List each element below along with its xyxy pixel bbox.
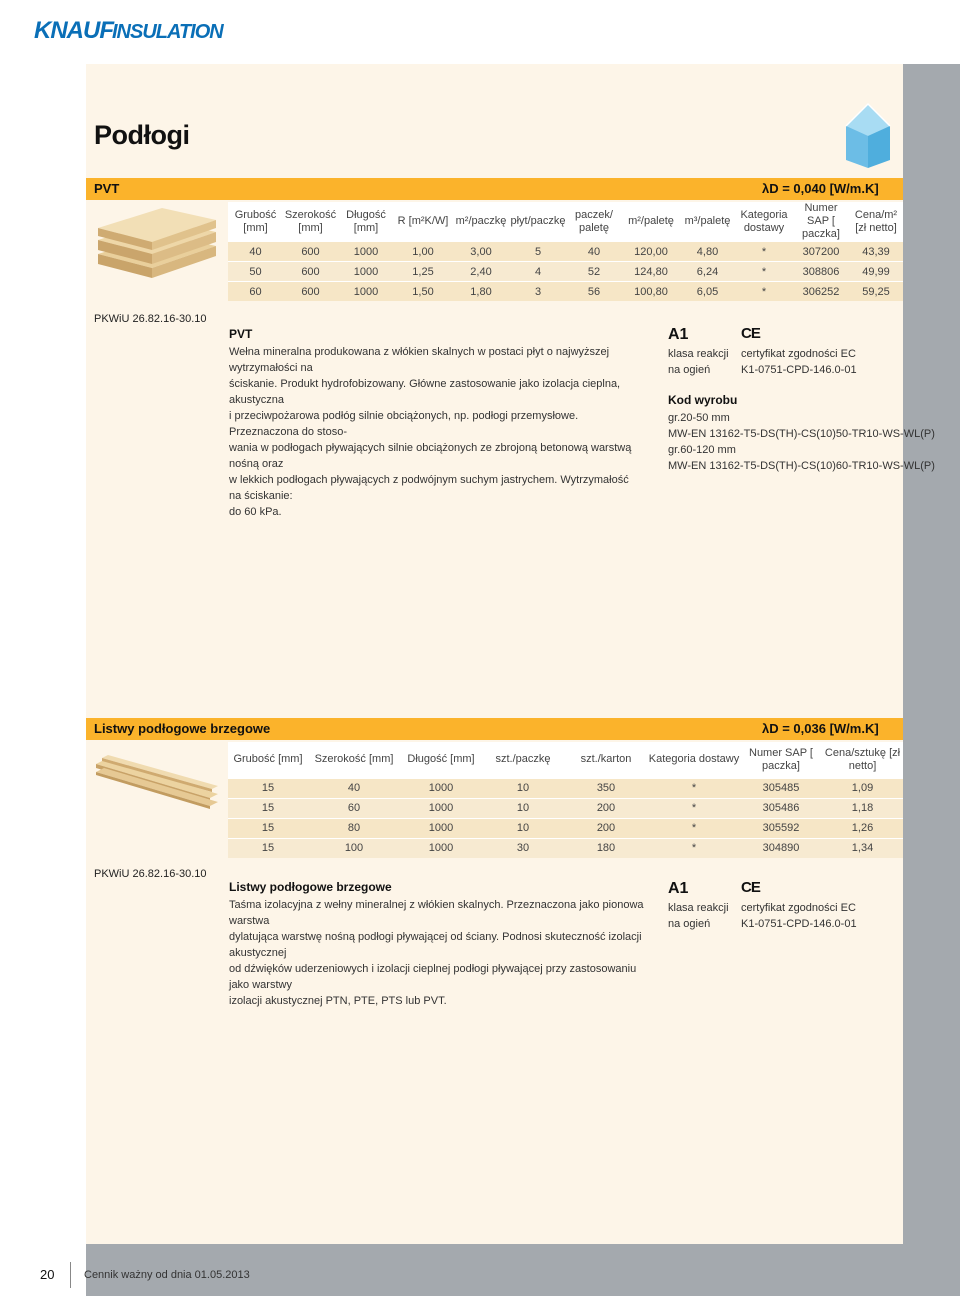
col-header: szt./karton	[580, 753, 632, 766]
table-cell: 1000	[400, 778, 482, 798]
col-header: Kategoria dostawy	[648, 753, 740, 766]
col-header: Cena/m² [zł netto]	[854, 208, 898, 234]
knauf-insulation-logo	[34, 8, 223, 48]
table-cell: 1,25	[394, 262, 452, 282]
table-cell: 5	[510, 242, 566, 262]
table-cell: 56	[566, 282, 622, 302]
listwy-fire-label	[668, 900, 729, 932]
table-cell: 60	[228, 282, 283, 302]
description-line: do 60 kPa.	[229, 506, 282, 518]
col-header: szt./paczkę	[495, 753, 551, 766]
table-cell: 43,39	[849, 242, 903, 262]
listwy-section-title: Listwy podłogowe brzegowe	[94, 721, 271, 736]
description-line: w lekkich podłogach pływających z podwójnym suchym jastrychem. Wytrzymałość na ściskanie:	[229, 474, 629, 502]
table-cell: 304890	[740, 838, 822, 858]
ce-mark-icon: CE	[741, 879, 760, 896]
table-row	[228, 282, 903, 302]
description-line: wania w podłogach pływających silnie obciążonych ze zbrojoną betonową warstwą nośną oraz	[229, 442, 632, 470]
page-title: Podłogi	[94, 120, 190, 150]
table-cell: 600	[283, 282, 338, 302]
table-cell: 50	[228, 262, 283, 282]
table-cell: 1000	[338, 262, 394, 282]
listwy-product-image	[92, 750, 222, 810]
table-cell: 1,18	[822, 798, 903, 818]
code-line: gr.20-50 mm	[668, 412, 730, 424]
code-line: MW-EN 13162-T5-DS(TH)-CS(10)50-TR10-WS-WL(P)	[668, 428, 935, 440]
table-cell: 15	[228, 838, 308, 858]
col-header: Numer SAP [ paczka]	[749, 746, 813, 772]
table-cell: 120,00	[622, 242, 680, 262]
table-cell: 1000	[400, 798, 482, 818]
certificate-line: K1-0751-CPD-146.0-01	[741, 918, 857, 930]
pvt-lambda-value: λD = 0,040 [W/m.K]	[762, 181, 879, 196]
table-cell: 10	[482, 798, 564, 818]
table-cell: 30	[482, 838, 564, 858]
table-cell: 1,26	[822, 818, 903, 838]
listwy-description	[229, 897, 649, 1009]
house-icon	[838, 96, 898, 174]
listwy-fire-class: A1	[668, 880, 689, 897]
fire-label-line: klasa reakcji	[668, 348, 729, 360]
table-row	[228, 242, 903, 262]
pvt-section-title: PVT	[94, 181, 120, 196]
col-header: Długość [mm]	[407, 753, 475, 766]
right-margin-bar	[903, 64, 960, 1244]
table-cell: 6,05	[680, 282, 735, 302]
table-row	[228, 778, 903, 798]
col-header: m²/paczkę	[455, 215, 507, 227]
description-line: dylatująca warstwę nośną podłogi pływającej od ściany. Podnosi skuteczność izolacji akustycznej	[229, 931, 642, 959]
certificate-line: certyfikat zgodności EC	[741, 902, 856, 914]
certificate-line: K1-0751-CPD-146.0-01	[741, 364, 857, 376]
table-cell: *	[648, 838, 740, 858]
col-header: R [m²K/W]	[397, 215, 449, 227]
footer-divider	[70, 1262, 71, 1288]
certificate-line: certyfikat zgodności EC	[741, 348, 856, 360]
table-cell: 15	[228, 818, 308, 838]
col-header: Długość [mm]	[346, 208, 386, 234]
svg-text:KNAUF: KNAUF	[34, 17, 113, 44]
description-line: Taśma izolacyjna z wełny mineralnej z włókien skalnych. Przeznaczona jako pionowa warstwa	[229, 899, 644, 927]
table-cell: 10	[482, 778, 564, 798]
col-header: Szerokość [mm]	[314, 753, 394, 766]
table-cell: 306252	[793, 282, 849, 302]
table-cell: 180	[564, 838, 648, 858]
description-line: Wełna mineralna produkowana z włókien skalnych w postaci płyt o najwyższej wytrzymałości na	[229, 346, 610, 374]
table-cell: *	[648, 818, 740, 838]
table-cell: 3,00	[452, 242, 510, 262]
table-cell: 4,80	[680, 242, 735, 262]
pvt-table	[228, 202, 903, 301]
table-cell: 15	[228, 778, 308, 798]
table-cell: 40	[228, 242, 283, 262]
table-cell: 3	[510, 282, 566, 302]
listwy-description-title: Listwy podłogowe brzegowe	[229, 880, 392, 894]
pvt-product-image	[92, 206, 222, 296]
description-line: od dźwięków uderzeniowych i izolacji cieplnej podłogi pływającej przy zastosowaniu jako warstwy	[229, 963, 637, 991]
table-cell: 59,25	[849, 282, 903, 302]
table-cell: *	[648, 798, 740, 818]
table-cell: 6,24	[680, 262, 735, 282]
pvt-pkwiu: PKWiU 26.82.16-30.10	[94, 313, 207, 325]
table-cell: 1,09	[822, 778, 903, 798]
table-cell: 49,99	[849, 262, 903, 282]
table-cell: 308806	[793, 262, 849, 282]
table-cell: 200	[564, 798, 648, 818]
listwy-lambda-value: λD = 0,036 [W/m.K]	[762, 721, 879, 736]
listwy-pkwiu: PKWiU 26.82.16-30.10	[94, 868, 207, 880]
table-row	[228, 798, 903, 818]
col-header: m³/paletę	[684, 215, 731, 227]
col-header: Kategoria dostawy	[740, 208, 788, 234]
table-cell: 305592	[740, 818, 822, 838]
table-cell: *	[735, 242, 793, 262]
col-header: Cena/sztukę [zł netto]	[824, 746, 901, 772]
svg-text:INSULATION: INSULATION	[112, 21, 223, 43]
pvt-code-title: Kod wyrobu	[668, 393, 738, 407]
table-row	[228, 838, 903, 858]
table-cell: 1000	[400, 838, 482, 858]
table-cell: 52	[566, 262, 622, 282]
pvt-fire-class: A1	[668, 326, 689, 343]
page-number: 20	[40, 1267, 55, 1282]
description-line: izolacji akustycznej PTN, PTE, PTS lub PVT.	[229, 995, 447, 1007]
table-cell: 600	[283, 242, 338, 262]
col-header: m²/paletę	[628, 215, 674, 227]
table-cell: 305486	[740, 798, 822, 818]
table-cell: 1,80	[452, 282, 510, 302]
table-cell: 600	[283, 262, 338, 282]
description-line: ściskanie. Produkt hydrofobizowany. Główne zastosowanie jako izolacja cieplna, akustyczna	[229, 378, 621, 406]
table-cell: 124,80	[622, 262, 680, 282]
listwy-certificate	[741, 900, 857, 932]
pvt-certificate	[741, 346, 857, 378]
table-cell: *	[735, 282, 793, 302]
table-cell: 60	[308, 798, 400, 818]
col-header: Grubość [mm]	[233, 753, 303, 766]
table-cell: 350	[564, 778, 648, 798]
listwy-table	[228, 742, 903, 858]
ce-mark-icon: CE	[741, 325, 760, 342]
table-cell: 2,40	[452, 262, 510, 282]
fire-label-line: na ogień	[668, 364, 711, 376]
pvt-description	[229, 344, 639, 520]
pvt-product-code	[668, 410, 935, 474]
fire-label-line: klasa reakcji	[668, 902, 729, 914]
table-cell: *	[735, 262, 793, 282]
table-row	[228, 262, 903, 282]
col-header: Grubość [mm]	[234, 208, 277, 234]
table-cell: 1000	[338, 282, 394, 302]
table-cell: 305485	[740, 778, 822, 798]
table-cell: 40	[308, 778, 400, 798]
table-cell: 1,34	[822, 838, 903, 858]
table-cell: 1000	[338, 242, 394, 262]
pvt-description-title: PVT	[229, 327, 253, 341]
fire-label-line: na ogień	[668, 918, 711, 930]
table-cell: 10	[482, 818, 564, 838]
table-cell: 100	[308, 838, 400, 858]
pvt-fire-label	[668, 346, 729, 378]
table-cell: 40	[566, 242, 622, 262]
code-line: gr.60-120 mm	[668, 444, 736, 456]
col-header: paczek/ paletę	[575, 208, 613, 234]
table-cell: 15	[228, 798, 308, 818]
table-cell: 4	[510, 262, 566, 282]
table-cell: 1,00	[394, 242, 452, 262]
footer-valid-date: Cennik ważny od dnia 01.05.2013	[84, 1269, 250, 1281]
table-row	[228, 818, 903, 838]
code-line: MW-EN 13162-T5-DS(TH)-CS(10)60-TR10-WS-WL(P)	[668, 460, 935, 472]
table-cell: 307200	[793, 242, 849, 262]
col-header: płyt/paczkę	[510, 215, 566, 227]
table-cell: 80	[308, 818, 400, 838]
table-cell: 100,80	[622, 282, 680, 302]
description-line: i przeciwpożarowa podłóg silnie obciążonych, np. podłogi przemysłowe. Przeznaczona do stoso-	[229, 410, 579, 438]
table-cell: 1,50	[394, 282, 452, 302]
col-header: Szerokość [mm]	[284, 208, 337, 234]
col-header: Numer SAP [ paczka]	[802, 202, 840, 240]
table-cell: *	[648, 778, 740, 798]
table-cell: 200	[564, 818, 648, 838]
table-cell: 1000	[400, 818, 482, 838]
